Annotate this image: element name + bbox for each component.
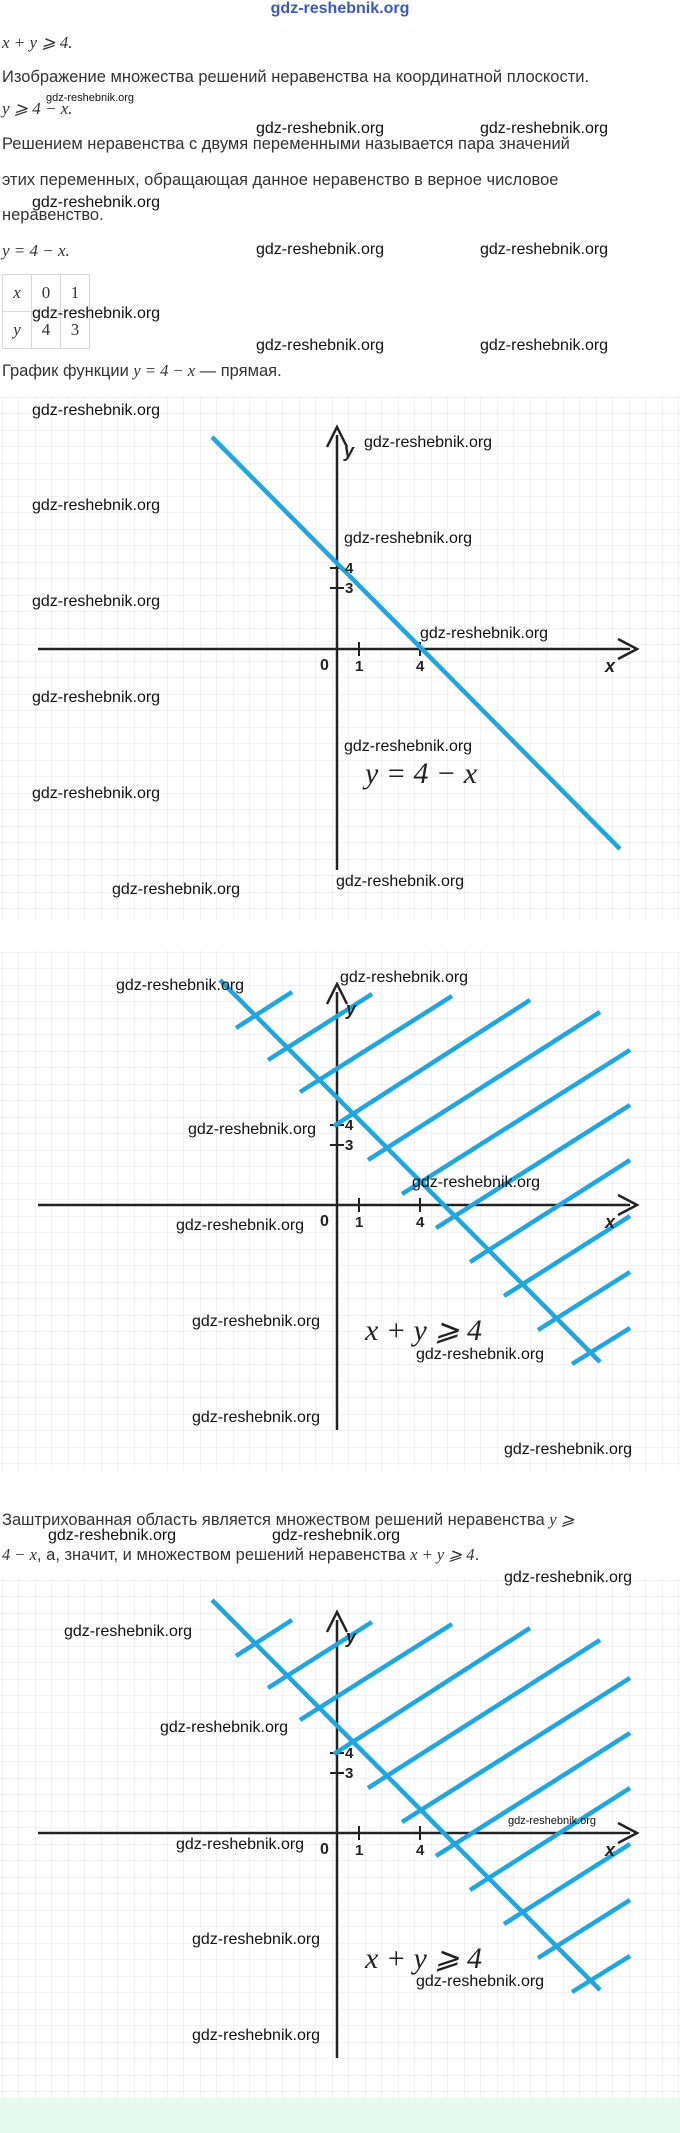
footer-bar bbox=[0, 2098, 680, 2133]
watermark: gdz-reshebnik.org bbox=[420, 625, 549, 642]
tick-label-y3: 3 bbox=[345, 580, 354, 597]
watermark: gdz-reshebnik.org bbox=[48, 1527, 177, 1544]
watermark: gdz-reshebnik.org bbox=[256, 120, 385, 137]
watermark: gdz-reshebnik.org bbox=[176, 1217, 305, 1234]
conclusion-line-2-math1: 4 − x bbox=[2, 1545, 37, 1564]
line-equation-label: y = 4 − x bbox=[365, 757, 478, 790]
table-cell: x bbox=[3, 275, 32, 312]
watermark: gdz-reshebnik.org bbox=[256, 241, 385, 258]
watermark: gdz-reshebnik.org bbox=[256, 337, 385, 354]
region-label-2: x + y ⩾ 4 bbox=[365, 1942, 483, 1975]
watermark: gdz-reshebnik.org bbox=[508, 1815, 597, 1827]
graph-caption-pre: График функции bbox=[2, 362, 134, 380]
conclusion-line-1-text: Заштрихованная область является множеством решений неравенства bbox=[2, 1511, 550, 1529]
paragraph-2-line-2: этих переменных, обращающая данное неравенство в верное числовое bbox=[2, 171, 559, 189]
origin-label: 0 bbox=[320, 657, 329, 674]
watermark: gdz-reshebnik.org bbox=[480, 241, 609, 258]
svg-text:0: 0 bbox=[320, 1213, 329, 1230]
watermark: gdz-reshebnik.org bbox=[480, 337, 609, 354]
watermark: gdz-reshebnik.org bbox=[64, 1623, 193, 1640]
graph-caption-post: — прямая. bbox=[195, 362, 282, 380]
function-equation: y = 4 − x. bbox=[2, 241, 70, 260]
watermark: gdz-reshebnik.org bbox=[192, 1931, 321, 1948]
watermark: gdz-reshebnik.org bbox=[364, 434, 493, 451]
watermark: gdz-reshebnik.org bbox=[32, 689, 161, 706]
svg-text:3: 3 bbox=[345, 1137, 354, 1154]
graph-shaded-region-2 bbox=[0, 1578, 680, 2098]
watermark: gdz-reshebnik.org bbox=[480, 120, 609, 137]
table-cell: 4 bbox=[32, 312, 61, 349]
svg-text:y: y bbox=[346, 1627, 357, 1647]
watermark: gdz-reshebnik.org bbox=[32, 785, 161, 802]
watermark: gdz-reshebnik.org bbox=[416, 1973, 545, 1990]
graph-caption bbox=[2, 361, 282, 381]
watermark: gdz-reshebnik.org bbox=[504, 1569, 633, 1586]
watermark: gdz-reshebnik.org bbox=[412, 1174, 541, 1191]
graph-shaded-region bbox=[0, 950, 680, 1470]
svg-text:4: 4 bbox=[345, 1745, 354, 1762]
region-label: x + y ⩾ 4 bbox=[365, 1314, 483, 1347]
tick-label-y4: 4 bbox=[345, 560, 354, 577]
watermark: gdz-reshebnik.org bbox=[112, 881, 241, 898]
watermark: gdz-reshebnik.org bbox=[32, 593, 161, 610]
watermark: gdz-reshebnik.org bbox=[46, 92, 135, 104]
watermark: gdz-reshebnik.org bbox=[340, 969, 469, 986]
svg-text:3: 3 bbox=[345, 1765, 354, 1782]
watermark: gdz-reshebnik.org bbox=[32, 305, 161, 322]
svg-text:0: 0 bbox=[320, 1841, 329, 1858]
watermark: gdz-reshebnik.org bbox=[160, 1719, 289, 1736]
watermark: gdz-reshebnik.org bbox=[336, 873, 465, 890]
conclusion-line-2-text: , а, значит, и множеством решений неравенства bbox=[36, 1546, 411, 1564]
table-cell: y bbox=[3, 312, 32, 349]
watermark: gdz-reshebnik.org bbox=[176, 1836, 305, 1853]
table-cell: 1 bbox=[61, 275, 90, 312]
graph-caption-math: y = 4 − x bbox=[133, 361, 196, 380]
watermark: gdz-reshebnik.org bbox=[416, 1346, 545, 1363]
svg-text:y: y bbox=[346, 999, 357, 1019]
y-axis-label: y bbox=[344, 441, 355, 461]
svg-text:4: 4 bbox=[345, 1117, 354, 1134]
graph-line bbox=[0, 395, 680, 920]
watermark: gdz-reshebnik.org bbox=[192, 2027, 321, 2044]
watermark: gdz-reshebnik.org bbox=[504, 1441, 633, 1458]
tick-label-x4: 4 bbox=[416, 658, 425, 675]
conclusion-line-2-math2: x + y ⩾ 4 bbox=[410, 1545, 475, 1564]
paragraph-1: Изображение множества решений неравенства на координатной плоскости. bbox=[2, 68, 590, 86]
watermark: gdz-reshebnik.org bbox=[32, 497, 161, 514]
watermark: gdz-reshebnik.org bbox=[192, 1313, 321, 1330]
table-cell: 0 bbox=[32, 275, 61, 312]
watermark: gdz-reshebnik.org bbox=[344, 738, 473, 755]
watermark: gdz-reshebnik.org bbox=[192, 1409, 321, 1426]
inequality-2: y ⩾ 4 − x. bbox=[2, 99, 73, 118]
watermark: gdz-reshebnik.org bbox=[32, 402, 161, 419]
svg-text:4: 4 bbox=[416, 1214, 425, 1231]
conclusion-line-2 bbox=[2, 1545, 479, 1565]
paragraph-2-line-3: неравенство. bbox=[2, 206, 104, 224]
tick-label-x1: 1 bbox=[355, 658, 364, 675]
watermark: gdz-reshebnik.org bbox=[188, 1121, 317, 1138]
table-cell: 3 bbox=[61, 312, 90, 349]
conclusion-line-1-math: y ⩾ bbox=[549, 1510, 575, 1529]
watermark: gdz-reshebnik.org bbox=[116, 977, 245, 994]
svg-text:1: 1 bbox=[355, 1842, 364, 1859]
watermark: gdz-reshebnik.org bbox=[344, 530, 473, 547]
watermark: gdz-reshebnik.org bbox=[272, 1527, 401, 1544]
watermark: gdz-reshebnik.org bbox=[32, 194, 161, 211]
conclusion-line-2-end: . bbox=[474, 1546, 480, 1564]
x-axis-label: x bbox=[605, 656, 616, 676]
svg-text:x: x bbox=[605, 1212, 616, 1232]
svg-text:4: 4 bbox=[416, 1842, 425, 1859]
inequality-1: x + y ⩾ 4. bbox=[2, 33, 73, 52]
svg-text:1: 1 bbox=[355, 1214, 364, 1231]
paragraph-2-line-1: Решением неравенства с двумя переменными называется пара значений bbox=[2, 135, 570, 153]
site-link[interactable]: gdz-reshebnik.org bbox=[270, 0, 410, 17]
svg-text:x: x bbox=[605, 1840, 616, 1860]
